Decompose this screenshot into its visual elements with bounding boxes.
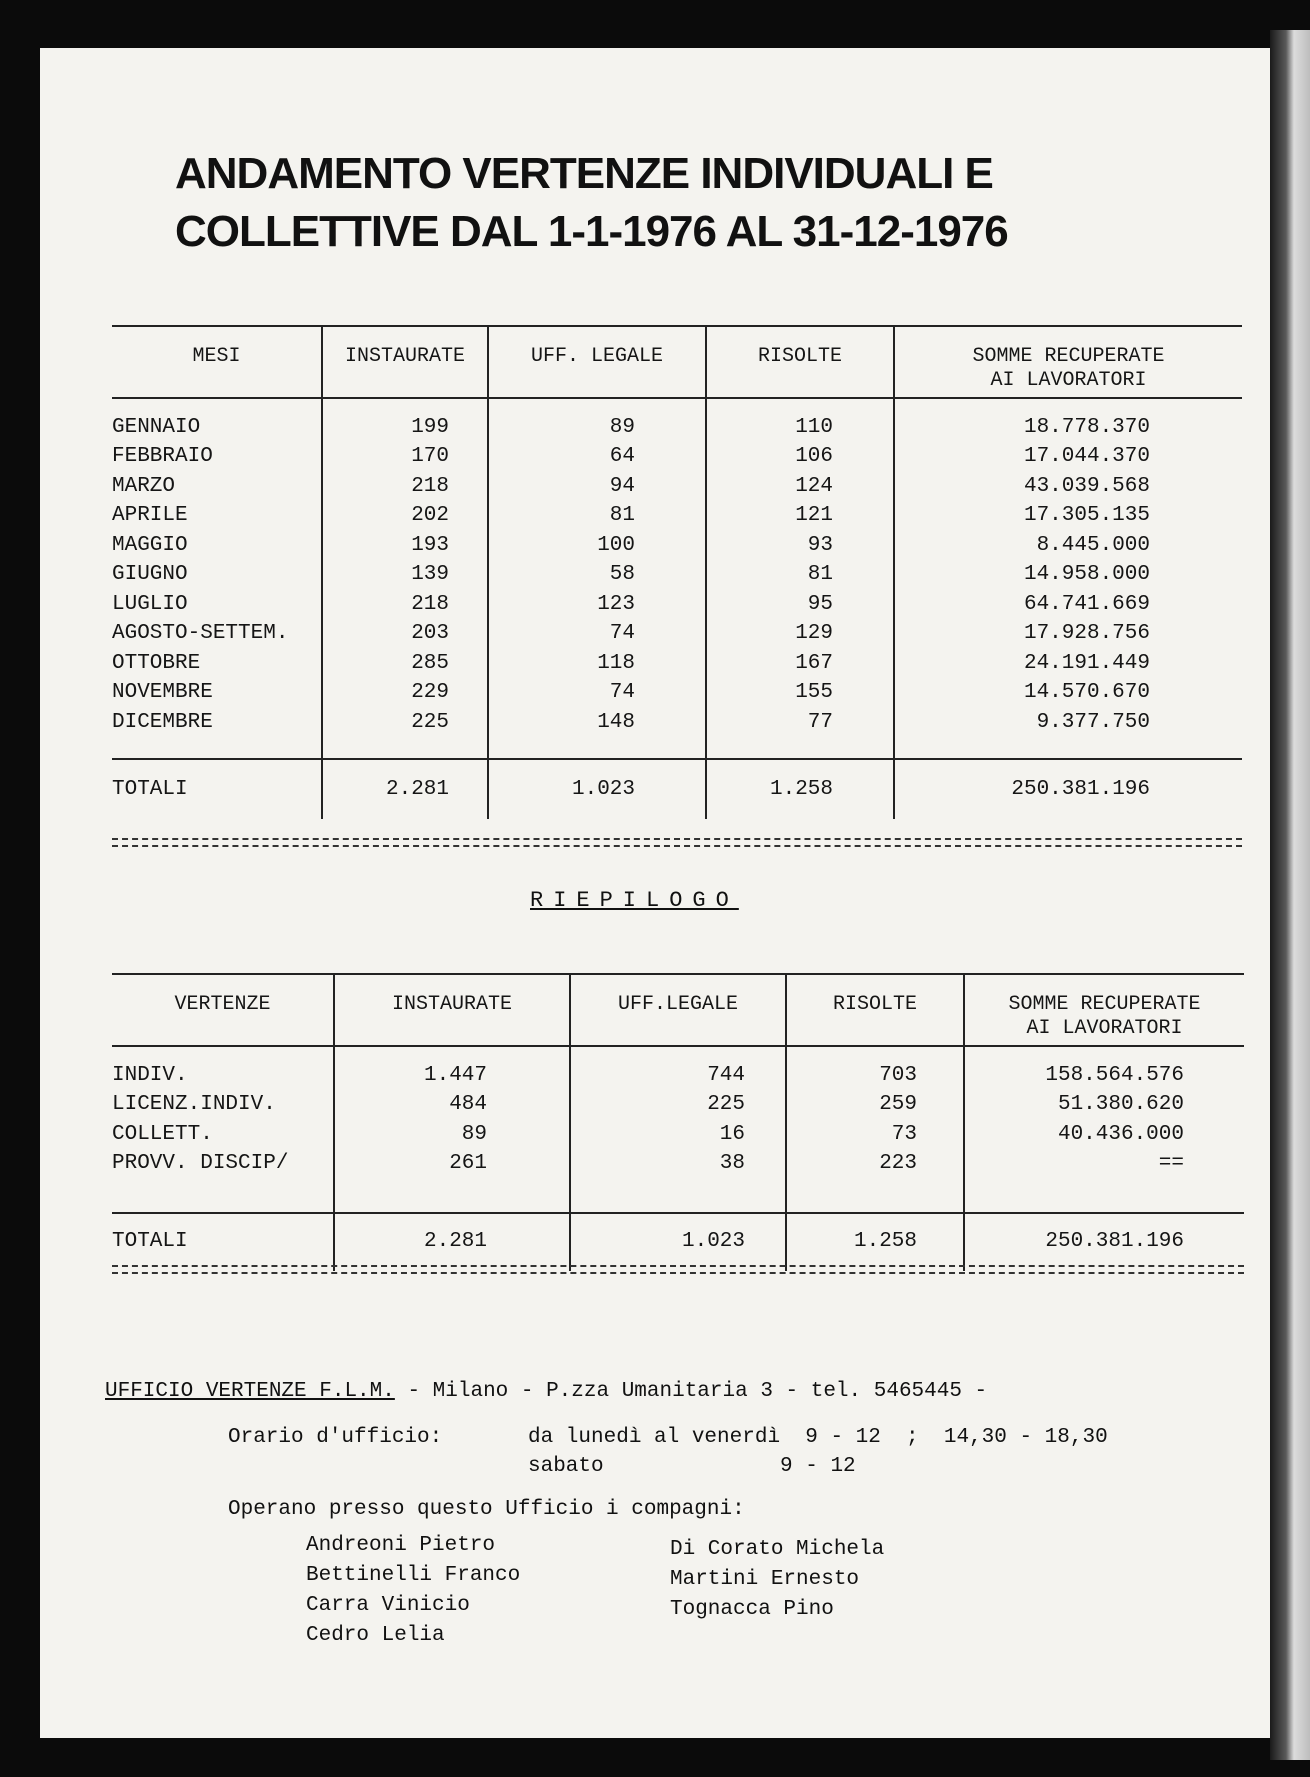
value-cell: 148 (488, 708, 706, 738)
value-cell: 261 (334, 1149, 570, 1179)
table-row (112, 1149, 1244, 1179)
value-cell: 94 (488, 472, 706, 502)
month-cell: OTTOBRE (112, 651, 201, 675)
value-cell: 17.044.370 (894, 442, 1242, 472)
double-rule-2 (112, 1265, 1244, 1274)
monthly-table-body (112, 398, 1242, 759)
summary-table (112, 973, 1244, 1271)
value-cell: 73 (786, 1120, 964, 1150)
spacer-cell (112, 1179, 334, 1213)
category-cell: COLLETT. (112, 1122, 213, 1146)
staff-intro: Operano presso questo Ufficio i compagni: (228, 1498, 745, 1521)
value-cell: 110 (706, 398, 894, 442)
spacer-cell (112, 737, 322, 759)
month-cell: GIUGNO (112, 563, 188, 586)
table-row (112, 442, 1242, 472)
table-row (112, 501, 1242, 531)
value-cell: 74 (488, 619, 706, 649)
totals-risolte: 1.258 (706, 759, 894, 819)
value-cell: 106 (706, 442, 894, 472)
value-cell: 9.377.750 (894, 708, 1242, 738)
riepilogo-heading: RIEPILOGO (530, 888, 739, 913)
totals-somme: 250.381.196 (894, 759, 1242, 819)
value-cell: 17.305.135 (894, 501, 1242, 531)
value-cell: 123 (488, 590, 706, 620)
value-cell: 58 (488, 560, 706, 590)
value-cell: 38 (570, 1149, 786, 1179)
monthly-table (112, 325, 1242, 819)
header-instaurate-2: INSTAURATE (334, 974, 570, 1046)
spacer-cell (964, 1179, 1244, 1213)
month-cell: APRILE (112, 504, 188, 527)
totals-uff-legale-2: 1.023 (570, 1213, 786, 1271)
title-line-1: ANDAMENTO VERTENZE INDIVIDUALI E (175, 149, 993, 198)
spacer-cell (488, 737, 706, 759)
value-cell: 16 (570, 1120, 786, 1150)
value-cell: 285 (322, 649, 488, 679)
totals-somme-2: 250.381.196 (964, 1213, 1244, 1271)
header-uff-legale-2: UFF.LEGALE (570, 974, 786, 1046)
table-row (112, 678, 1242, 708)
value-cell: 225 (322, 708, 488, 738)
month-cell: LUGLIO (112, 592, 188, 616)
header-somme-2: SOMME RECUPERATE AI LAVORATORI (964, 974, 1244, 1046)
staff-name: Cedro Lelia (306, 1624, 445, 1647)
value-cell: 203 (322, 619, 488, 649)
value-cell: 229 (322, 678, 488, 708)
month-cell: MARZO (112, 474, 176, 498)
value-cell: 95 (706, 590, 894, 620)
value-cell: 225 (570, 1090, 786, 1120)
header-mesi: MESI (112, 326, 322, 398)
spacer-row (112, 737, 1242, 759)
totals-label-2: TOTALI (112, 1213, 334, 1271)
table-row (112, 398, 1242, 442)
spacer-cell (786, 1179, 964, 1213)
value-cell: 64.741.669 (894, 590, 1242, 620)
value-cell: 100 (488, 531, 706, 561)
table-row (112, 472, 1242, 502)
header-risolte: RISOLTE (706, 326, 894, 398)
totals-uff-legale: 1.023 (488, 759, 706, 819)
value-cell: 14.570.670 (894, 678, 1242, 708)
header-instaurate: INSTAURATE (322, 326, 488, 398)
value-cell: 703 (786, 1046, 964, 1090)
staff-name: Andreoni Pietro (306, 1534, 496, 1557)
staff-name: Martini Ernesto (670, 1568, 860, 1591)
header-vertenze: VERTENZE (112, 974, 334, 1046)
value-cell: 158.564.576 (964, 1046, 1244, 1090)
value-cell: == (964, 1149, 1244, 1179)
value-cell: 223 (786, 1149, 964, 1179)
table-row (112, 590, 1242, 620)
table-row (112, 649, 1242, 679)
value-cell: 218 (322, 472, 488, 502)
value-cell: 139 (322, 560, 488, 590)
monthly-table-header (112, 326, 1242, 398)
value-cell: 218 (322, 590, 488, 620)
monthly-table-totals (112, 759, 1242, 819)
staff-list-2 (670, 1535, 884, 1625)
table-row (112, 1046, 1244, 1090)
value-cell: 24.191.449 (894, 649, 1242, 679)
category-cell: LICENZ.INDIV. (112, 1093, 276, 1116)
double-rule (112, 838, 1242, 847)
header-risolte-2: RISOLTE (786, 974, 964, 1046)
totals-label: TOTALI (112, 759, 322, 819)
value-cell: 202 (322, 501, 488, 531)
spacer-row (112, 1179, 1244, 1213)
value-cell: 124 (706, 472, 894, 502)
spacer-cell (334, 1179, 570, 1213)
value-cell: 81 (488, 501, 706, 531)
value-cell: 93 (706, 531, 894, 561)
value-cell: 121 (706, 501, 894, 531)
value-cell: 14.958.000 (894, 560, 1242, 590)
spacer-cell (322, 737, 488, 759)
value-cell: 199 (322, 398, 488, 442)
staff-name: Bettinelli Franco (306, 1564, 521, 1587)
hours-label: Orario d'ufficio: (228, 1426, 443, 1449)
month-cell: GENNAIO (112, 415, 201, 439)
table-row (112, 619, 1242, 649)
value-cell: 167 (706, 649, 894, 679)
totals-risolte-2: 1.258 (786, 1213, 964, 1271)
office-line (105, 1380, 987, 1403)
hours-saturday: sabato 9 - 12 (528, 1455, 856, 1478)
value-cell: 744 (570, 1046, 786, 1090)
value-cell: 43.039.568 (894, 472, 1242, 502)
staff-name: Carra Vinicio (306, 1594, 470, 1617)
value-cell: 170 (322, 442, 488, 472)
value-cell: 484 (334, 1090, 570, 1120)
value-cell: 18.778.370 (894, 398, 1242, 442)
office-name: UFFICIO VERTENZE F.L.M. (105, 1380, 395, 1403)
staff-name: Tognacca Pino (670, 1598, 834, 1621)
value-cell: 259 (786, 1090, 964, 1120)
value-cell: 89 (488, 398, 706, 442)
month-cell: DICEMBRE (112, 710, 213, 734)
totals-instaurate-2: 2.281 (334, 1213, 570, 1271)
value-cell: 74 (488, 678, 706, 708)
month-cell: NOVEMBRE (112, 681, 213, 704)
value-cell: 51.380.620 (964, 1090, 1244, 1120)
value-cell: 40.436.000 (964, 1120, 1244, 1150)
value-cell: 8.445.000 (894, 531, 1242, 561)
value-cell: 155 (706, 678, 894, 708)
value-cell: 89 (334, 1120, 570, 1150)
table-row (112, 1090, 1244, 1120)
value-cell: 77 (706, 708, 894, 738)
header-uff-legale: UFF. LEGALE (488, 326, 706, 398)
month-cell: AGOSTO-SETTEM. (112, 622, 289, 645)
category-cell: PROVV. DISCIP/ (112, 1152, 289, 1175)
value-cell: 17.928.756 (894, 619, 1242, 649)
summary-table-header (112, 974, 1244, 1046)
page-edge (1270, 30, 1310, 1760)
header-somme: SOMME RECUPERATE AI LAVORATORI (894, 326, 1242, 398)
month-cell: MAGGIO (112, 533, 188, 557)
hours-weekday: da lunedì al venerdì 9 - 12 ; 14,30 - 18,30 (528, 1426, 1108, 1449)
table-row (112, 708, 1242, 738)
spacer-cell (894, 737, 1242, 759)
summary-table-totals (112, 1213, 1244, 1271)
staff-list-1 (306, 1531, 520, 1651)
title-line-2: COLLETTIVE DAL 1-1-1976 AL 31-12-1976 (175, 207, 1008, 256)
document-title (175, 145, 1175, 261)
value-cell: 129 (706, 619, 894, 649)
month-cell: FEBBRAIO (112, 445, 213, 468)
totals-instaurate: 2.281 (322, 759, 488, 819)
value-cell: 81 (706, 560, 894, 590)
value-cell: 118 (488, 649, 706, 679)
spacer-cell (706, 737, 894, 759)
table-row (112, 531, 1242, 561)
staff-name: Di Corato Michela (670, 1538, 885, 1561)
category-cell: INDIV. (112, 1063, 188, 1087)
spacer-cell (570, 1179, 786, 1213)
office-address: - Milano - P.zza Umanitaria 3 - tel. 5465445 - (394, 1380, 988, 1403)
table-row (112, 1120, 1244, 1150)
value-cell: 64 (488, 442, 706, 472)
table-row (112, 560, 1242, 590)
summary-table-body (112, 1046, 1244, 1213)
value-cell: 193 (322, 531, 488, 561)
value-cell: 1.447 (334, 1046, 570, 1090)
